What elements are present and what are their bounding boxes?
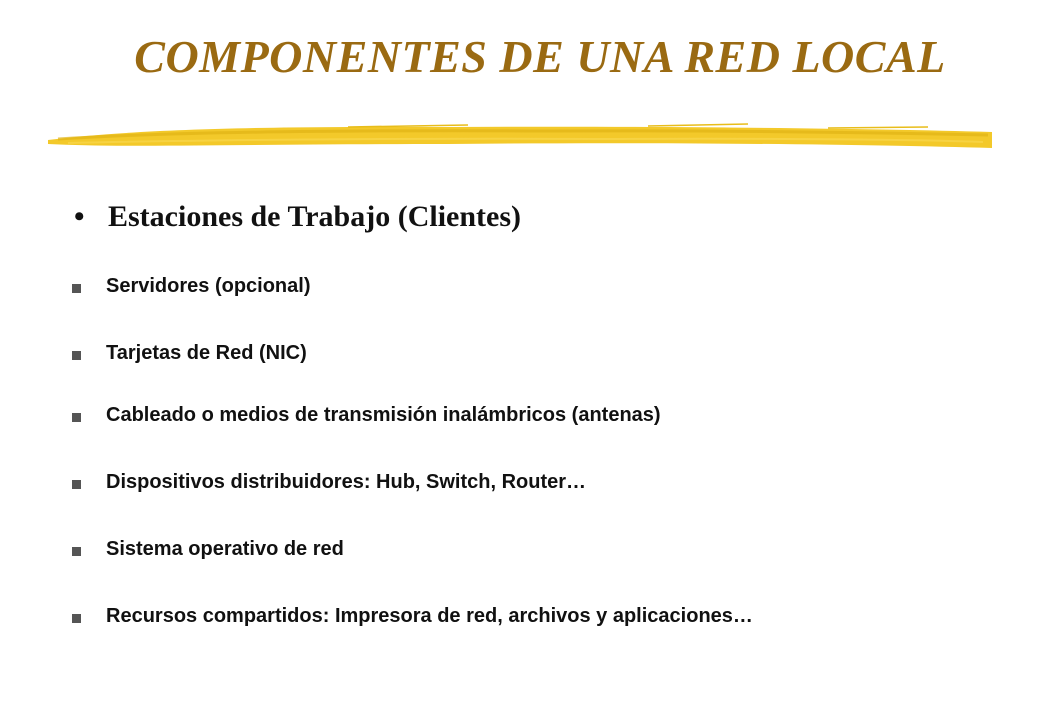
list-item: [72, 605, 753, 628]
main-bullet: [74, 200, 521, 234]
main-bullet-text: Estaciones de Trabajo (Clientes): [108, 200, 522, 233]
square-bullet-icon: [72, 614, 81, 623]
list-item: [72, 404, 661, 427]
list-item-text: Dispositivos distribuidores: Hub, Switch, Router…: [106, 471, 587, 493]
list-item: [72, 342, 307, 365]
square-bullet-icon: [72, 413, 81, 422]
list-item-text: Servidores (opcional): [106, 275, 311, 297]
brush-stroke-divider: [48, 118, 992, 158]
list-item-text: Sistema operativo de red: [106, 538, 344, 560]
square-bullet-icon: [72, 480, 81, 489]
slide-title: COMPONENTES DE UNA RED LOCAL: [134, 31, 946, 82]
square-bullet-icon: [72, 284, 81, 293]
list-item: [72, 538, 344, 561]
square-bullet-icon: [72, 351, 81, 360]
list-item-text: Recursos compartidos: Impresora de red, archivos y aplicaciones…: [106, 605, 753, 627]
list-item-text: Tarjetas de Red (NIC): [106, 342, 307, 364]
square-bullet-icon: [72, 547, 81, 556]
bullet-dot: •: [74, 200, 85, 233]
list-item: [72, 471, 586, 494]
list-item-text: Cableado o medios de transmisión inalámbricos (antenas): [106, 404, 661, 426]
list-item: [72, 275, 311, 298]
